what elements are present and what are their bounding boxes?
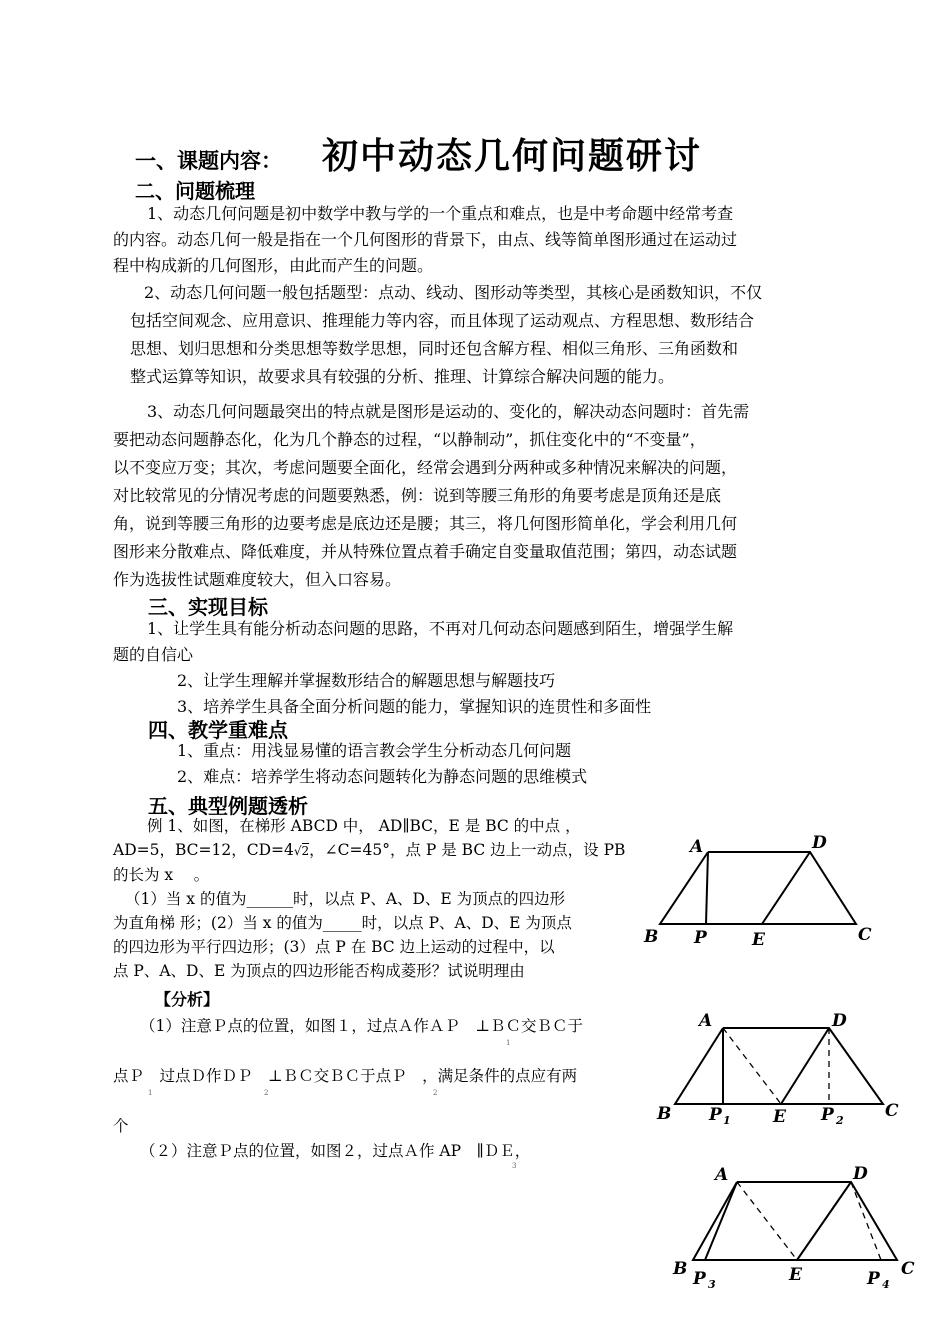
label-P4-subscript: 4: [882, 1278, 890, 1291]
label-C: C: [858, 925, 872, 945]
label-P2: P: [821, 1105, 834, 1125]
analysis-line-1: （1）注意Ｐ点的位置，如图１，过点Ａ作ＡＰ ⊥ＢＣ交ＢＣ于: [140, 1017, 583, 1035]
section-heading-5: 五、典型例题透析: [148, 794, 308, 818]
page-title: 初中动态几何问题研讨: [322, 136, 703, 177]
subscript: 3: [512, 1162, 517, 1170]
figure-2-trapezoid: [655, 1006, 915, 1131]
label-P3: P: [693, 1269, 706, 1289]
label-P4: P: [867, 1269, 880, 1289]
label-D: D: [812, 833, 827, 853]
topic-label: 一、课题内容：: [135, 149, 282, 173]
label-A: A: [699, 1011, 713, 1031]
label-A: A: [715, 1165, 729, 1185]
label-E: E: [773, 1107, 786, 1127]
label-B: B: [673, 1259, 688, 1279]
label-D: D: [832, 1011, 847, 1031]
section2-paragraph1: 1、动态几何问题是初中数学中教与学的一个重点和难点，也是中考命题中经常考查 的内容。动态几何一般是指在一个几何图形的背景下，由点、线等简单图形通过在运动过 程中构成新的几何图形，由此而产生的问题。: [113, 204, 738, 275]
section-heading-4: 四、教学重难点: [148, 718, 288, 742]
section-heading-2: 二、问题梳理: [135, 179, 255, 203]
label-C: C: [901, 1259, 915, 1279]
subscript: 1: [506, 1039, 511, 1047]
label-P: P: [694, 928, 707, 948]
analysis-line-4: （２）注意Ｐ点的位置，如图２，过点Ａ作 AP ∥ＤＥ，: [140, 1142, 531, 1160]
subscript: 2: [433, 1089, 438, 1097]
subscript: 2: [264, 1089, 269, 1097]
section2-paragraph3: 3、动态几何问题最突出的特点就是图形是运动的、变化的，解决动态问题时：首先需 要把动态问题静态化，化为几个静态的过程，“以静制动”，抓住变化中的“不变量”， 以不变应万变；其次，考虑问题要全面化，经常会遇到分两种或多种情况来解决的问题， 对比较常见的分情况考虑的问题要熟悉，例：说到等腰三角形的角要考虑是顶角还是底 角，说到等腰三角形的边要考虑是底边还是腰；其三，将几何图形简单化，学会利用几何 图形来分散难点、降低难度，并从特殊位置点着手确定自变量取值范围；第四，动态试题 作为选拔性试题难度较大，但入口容易。: [113, 402, 750, 589]
label-P2-subscript: 2: [836, 1114, 844, 1127]
analysis-label: 【分析】: [155, 990, 220, 1009]
section4-keypoints: 1、重点：用浅显易懂的语言教会学生分析动态几何问题 2、难点：培养学生将动态问题转化为静态问题的思维模式: [177, 741, 588, 786]
label-P1-subscript: 1: [723, 1114, 731, 1127]
figure-1-trapezoid: [640, 828, 890, 953]
section2-paragraph2: 2、动态几何问题一般包括题型：点动、线动、图形动等类型，其核心是函数知识，不仅 包括空间观念、应用意识、推理能力等内容，而且体现了运动观点、方程思想、数形结合 思想、划归思想和分类思想等数学思想，同时还包含解方程、相似三角形、三角函数和 整式运算等知识，故要求具有较强的分析、推理、计算综合解决问题的能力。: [130, 283, 763, 386]
label-E: E: [789, 1265, 802, 1285]
label-B: B: [644, 927, 659, 947]
label-B: B: [657, 1104, 672, 1124]
label-E: E: [752, 930, 765, 950]
analysis-line-2: 点Ｐ 过点Ｄ作ＤＰ ⊥ＢＣ交ＢＣ于点Ｐ ，满足条件的点应有两: [113, 1067, 578, 1085]
example-1-text: 例 1、如图，在梯形 ABCD 中， AD∥BC，E 是 BC 的中点 ， AD=5，BC=12，CD=4√2，∠C=45°，点 P 是 BC 边上一动点，设 PB 的长为 x 。 （1）当 x 的值为______时，以点 P、A、D、E 为顶点的四边形 为直角梯 形；(2）当 x 的值为_____时，以点 P、A、D、E 为顶点 的四边形为平行四边形；(3）点 P 在 BC 边上运动的过程中，以 点 P、A、D、E 为顶点的四边形能否构成菱形？试说明理由: [113, 817, 626, 980]
label-P1: P: [709, 1105, 722, 1125]
section3-goals: 1、让学生具有能分析动态问题的思路，不再对几何动态问题感到陌生，增强学生解 题的自信心 2、让学生理解并掌握数形结合的解题思想与解题技巧 3、培养学生具备全面分析问题的能力，掌握知识的连贯性和多面性: [113, 619, 734, 716]
figure-3-trapezoid: [665, 1160, 930, 1295]
label-C: C: [885, 1101, 899, 1121]
sqrt-symbol: √2: [293, 844, 310, 858]
subscript: 1: [148, 1089, 153, 1097]
section-heading-3: 三、实现目标: [148, 595, 268, 619]
analysis-line-3: 个: [113, 1117, 129, 1135]
label-D: D: [853, 1164, 868, 1184]
label-P3-subscript: 3: [708, 1278, 716, 1291]
label-A: A: [690, 837, 704, 857]
